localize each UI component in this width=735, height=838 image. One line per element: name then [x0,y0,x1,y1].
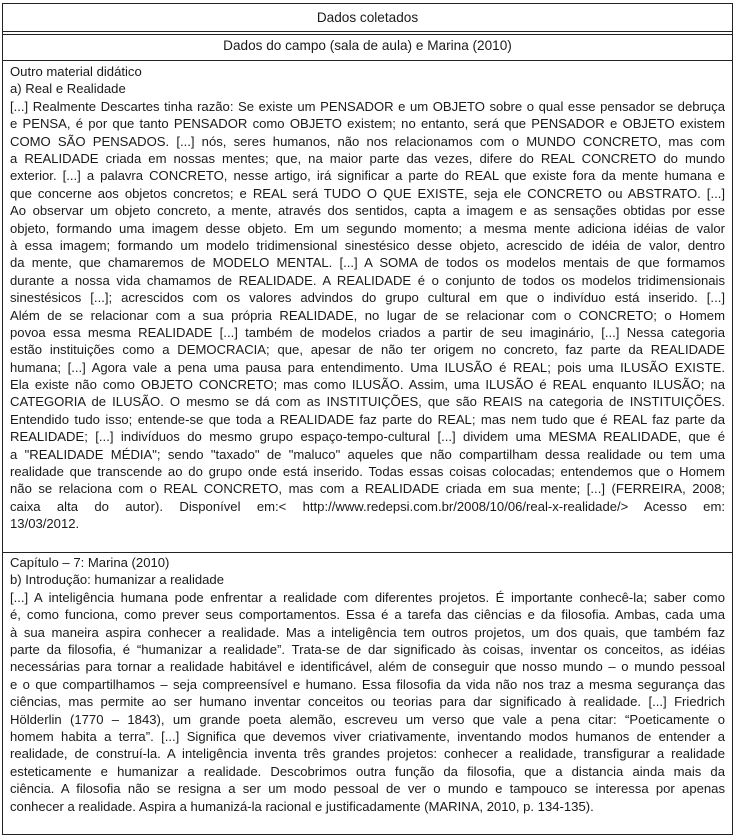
section-a-cell [10,63,725,533]
text-line: esteticamente e humanizar a realidade. Descobrimos outra função da filosofia, que a distancia ainda mais da [10,763,725,779]
table-divider [3,60,732,61]
section-a-last-line: 13/03/2012. [10,516,80,532]
text-line: exterior. [...] a palavra CONCRETO, nesse artigo, irá significar a parte do REAL que existe fora da mente humana e [10,168,725,184]
text-line: Ela existe não como OBJETO CONCRETO; mas como ILUSÃO. Assim, uma ILUSÃO é REAL enquanto ILUSÃO; na [10,377,725,393]
text-line: realidade que transcende ao do grupo onde está inserido. Todas essas coisas colocadas; entendemos que o Homem [10,464,725,480]
text-line: Ao observar um objeto concreto, a mente, através dos sentidos, capta a imagem e as sensações obtidas por esse [10,203,725,219]
text-line: da mente, que chamaremos de MODELO MENTAL. [...] A SOMA de todos os modelos mentais de que formamos [10,255,725,271]
text-line: [...] Realmente Descartes tinha razão: Se existe um PENSADOR e um OBJETO sobre o qual esse pensador se debruça [10,98,725,114]
section-b-body [10,589,725,798]
text-line: Hölderlin (1770 – 1843), um grande poeta alemão, escreveu um verso que vale a pena citar: “Poeticamente o [10,711,725,727]
text-line: [...] A inteligência humana pode enfrentar a realidade com diferentes projetos. É importante conhecê-la; saber como [10,589,725,605]
section-b-title: b) Introdução: humanizar a realidade [10,572,224,588]
text-line: sinestésicos [...]; acrescidos com os valores advindos do grupo cultural em que o indivíduo está inserido. [...] [10,290,725,306]
text-line: COMO SÃO PENSADOS. [...] nós, seres humanos, não nos relacionamos com o MUNDO CONCRETO, mas com [10,133,725,149]
text-line: objeto, formando uma imagem desse objeto. Em um segundo momento; a mesma mente adiciona idéias de valor [10,220,725,236]
text-line: necessárias para tornar a realidade habitável e identificável, além de conseguir que nosso mundo – o mundo pessoal [10,659,725,675]
table-divider [3,552,732,553]
section-b-last-line: conhecer a realidade. Aspira a humanizá-la racional e justificadamente (MARINA, 2010, p. 134-135). [10,798,594,814]
text-line: humana; [...] Agora vale a pena uma pausa para entendimento. Uma ILUSÃO é REAL; pois uma ILUSÃO EXISTE. [10,359,725,375]
text-line: é, como funciona, como prever seus comportamentos. Essa é a tarefa das ciências e da filosofia. Ambas, cada uma [10,607,725,623]
text-line: que concerne aos objetos concretos; e REAL será TUDO O QUE EXISTE, seja ele CONCRETO ou ABSTRATO. [...] [10,185,725,201]
text-line: homem habita a terra”. [...] Significa que devemos viver criativamente, inventando modos humanos de entender a [10,728,725,744]
text-line: estão instituições como a DEMOCRACIA; que, apesar de não ter origem no concreto, faz parte da REALIDADE [10,342,725,358]
table-header-subtitle: Dados do campo (sala de aula) e Marina (2010) [223,38,512,53]
text-line: parte da filosofia, é “humanizar a realidade”. Trata-se de dar significado às coisas, inventar os conceitos, as idéias [10,641,725,657]
text-line: não se relaciona com o REAL CONCRETO, mas com a REALIDADE criada em sua mente; [...] (FERREIRA, 2008; [10,481,725,497]
data-table [2,3,733,835]
text-line: CATEGORIA de ILUSÃO. O mesmo se dá com as INSTITUIÇÕES, que são REAIS na categoria de INSTITUIÇÕES. [10,394,725,410]
text-line: durante a nossa vida chamamos de REALIDADE. A REALIDADE é o conjunto de todos os modelos tridimensionais [10,272,725,288]
text-line: a REALIDADE criada em nossas mentes; que, na maior parte das vezes, difere do REAL CONCRETO do mundo [10,150,725,166]
section-a-label: Outro material didático [10,64,142,79]
text-line: a "REALIDADE MÉDIA"; sendo "taxado" de "maluco" aqueles que não compartilham dessa realidade ou tem uma [10,446,725,462]
text-line: Além de se relacionar com a sua própria REALIDADE, no lugar de se relacionar com o CONCRETO; o Homem [10,307,725,323]
section-a-title: a) Real e Realidade [10,81,126,97]
text-line: e PENSA, é por que tanto PENSADOR como OBJETO existem; no entanto, será que PENSADOR e OBJETO existem [10,116,725,132]
text-line: REALIDADE; [...] indivíduos do mesmo grupo espaço-tempo-cultural [...] dividem uma MESMA REALIDADE, que é [10,429,725,445]
text-line: à essa imagem; formando um modelo tridimensional sinestésico desse objeto, acrescido de idéia de valor, dentro [10,237,725,253]
text-line: ciência. A filosofia não se resigna a ser um modo pessoal de ver o mundo e tampouco se interessa por apenas [10,781,725,797]
text-line: ciências, mas permite ao ser humano inventar conceitos ou teorias para dar significado à realidade. [...] Friedrich [10,694,725,710]
section-b-chapter: Capítulo – 7: Marina (2010) [10,555,170,570]
text-line: à sua maneira aspira conhecer a realidade. Mas a inteligência tem outros projetos, um dos quais, que também faz [10,624,725,640]
section-a-body [10,98,725,515]
text-line: realidade, de construí-la. A inteligência inventa três grandes projetos: conhecer a realidade, transfigurar a realidade [10,746,725,762]
text-line: povoa essa mesma REALIDADE [...] também de modelos criados a partir de seu imaginário, [...] Nessa categoria [10,324,725,340]
table-header-title: Dados coletados [316,10,419,25]
section-b-cell [10,554,725,815]
text-line: Entendido tudo isso; entende-se que toda a REALIDADE faz parte do REAL; mas nem tudo que é REAL faz parte da [10,411,725,427]
text-line: caixa alta do autor). Disponível em:< http://www.redepsi.com.br/2008/10/06/real-x-realidade/> Acesso em: [10,498,725,514]
text-line: e o que compartilhamos – seja compreensível e humano. Essa filosofia da vida não nos traz a mesma segurança das [10,676,725,692]
